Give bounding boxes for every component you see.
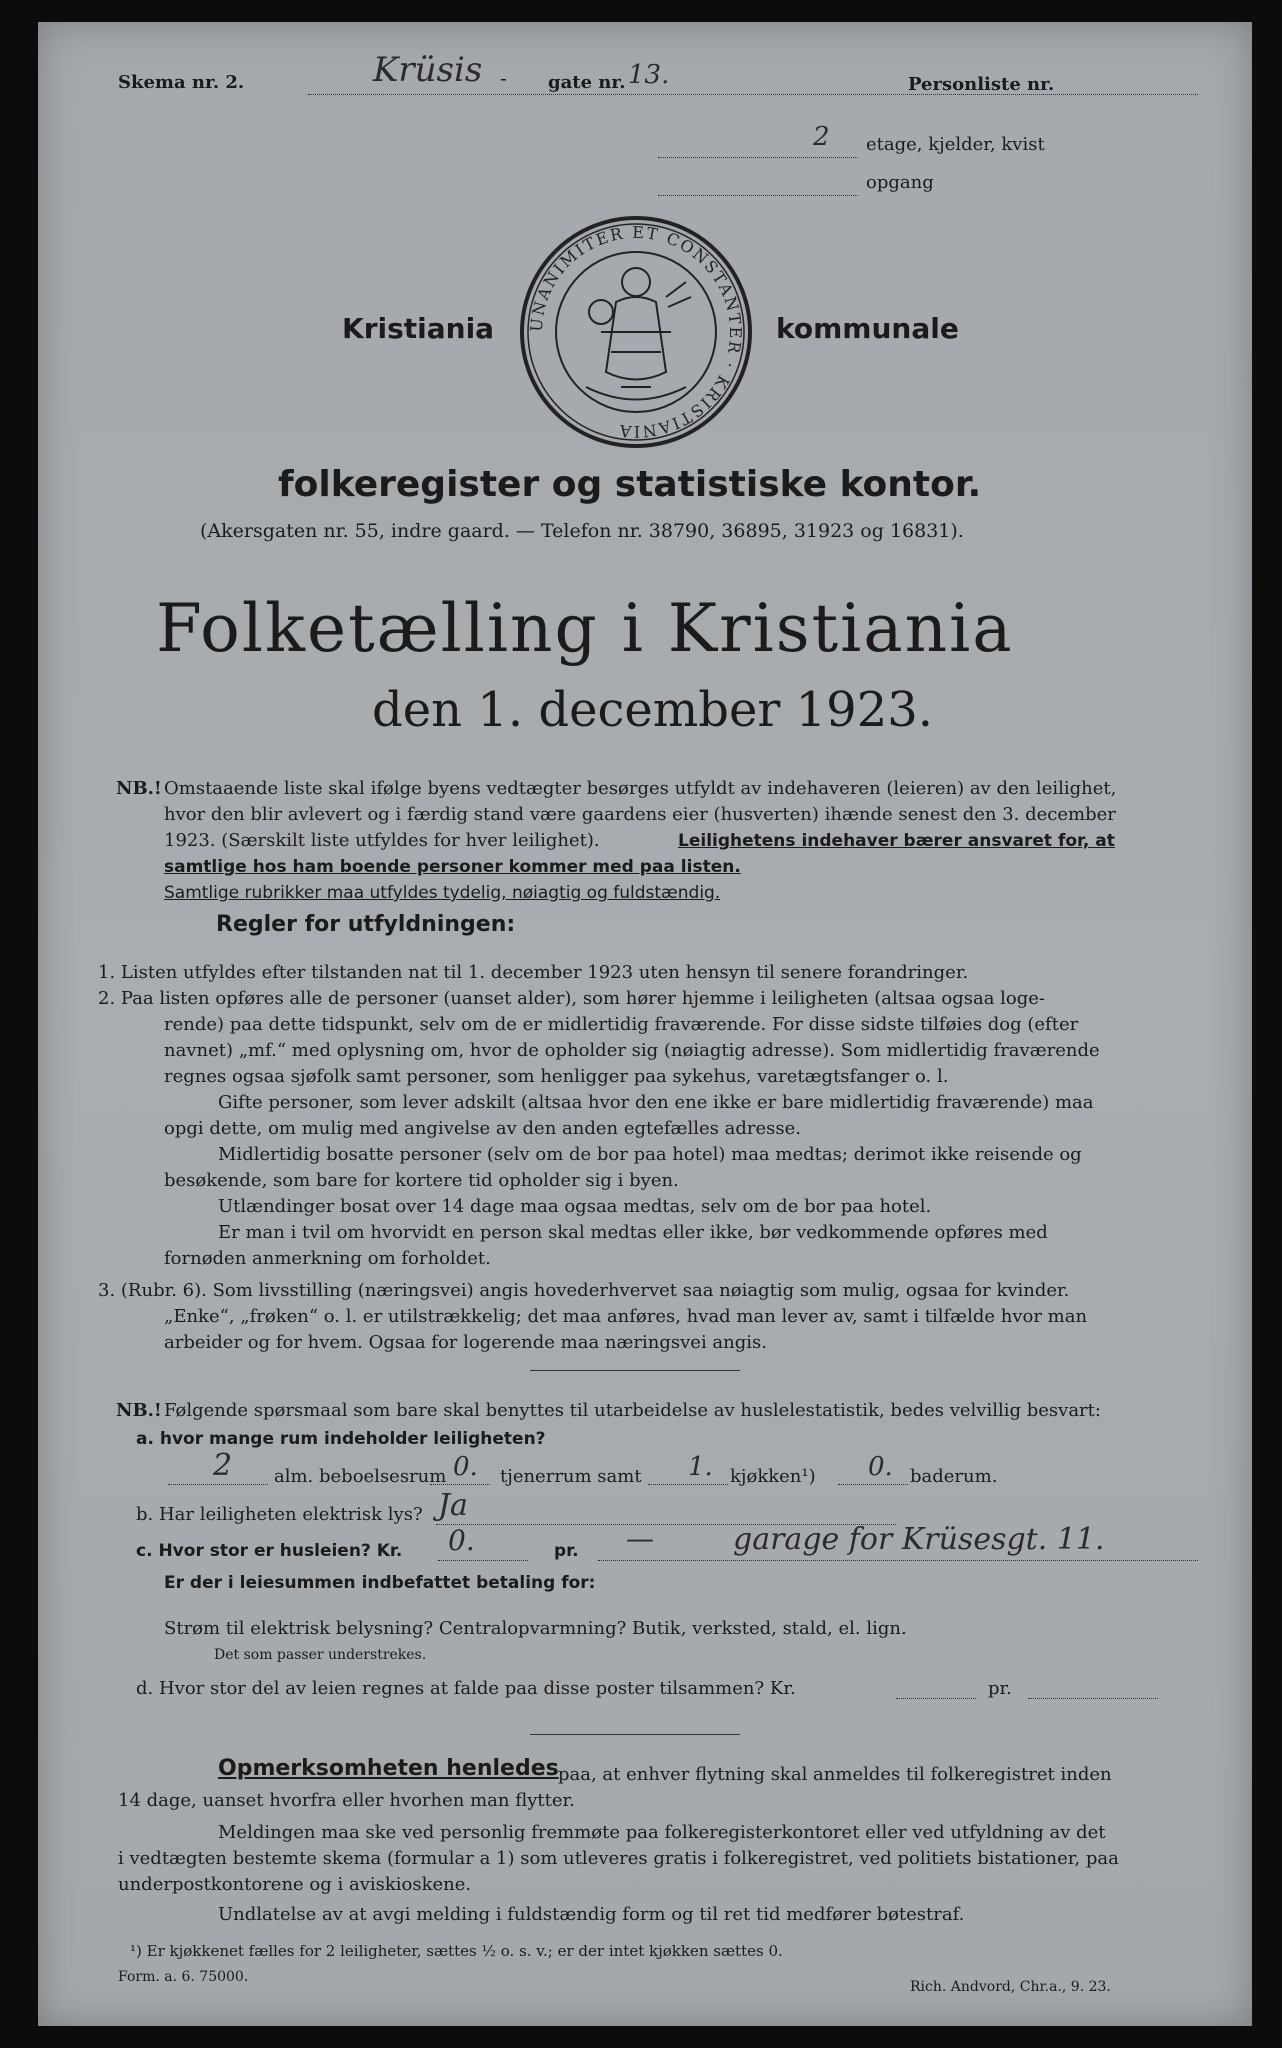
nb1-line-1: Omstaaende liste skal ifølge byens vedtægter besørges utfyldt av indehaveren (leieren) av den leilighet, <box>164 778 1117 799</box>
office-address: (Akersgaten nr. 55, indre gaard. — Telefon nr. 38790, 36895, 31923 og 16831). <box>200 520 964 542</box>
opgang-label: opgang <box>866 172 934 193</box>
notice-line-6: Undlatelse av at avgi melding i fuldstændig form og til ret tid medfører bøtestraf. <box>218 1904 965 1925</box>
divider <box>530 1370 740 1371</box>
footnote: ¹) Er kjøkkenet fælles for 2 leiligheter, sættes ½ o. s. v.; er der intet kjøkken sættes 0. <box>130 1942 783 1960</box>
office-title: folkeregister og statistiske kontor. <box>278 464 982 505</box>
rule-line: 3. (Rubr. 6). Som livsstilling (næringsvei) angis hovederhvervet saa nøiagtig som mulig, ogsaa for kvinder. <box>98 1280 1070 1301</box>
rule-line: regnes ogsaa sjøfolk samt personer, som henligger paa sykehus, varetægtsfanger o. l. <box>164 1066 949 1087</box>
floor-handwritten: 2 <box>813 122 830 152</box>
nb1-line-2: hvor den blir avlevert og i færdig stand være gaardens eier (husverten) ihænde senest den 3. december <box>164 804 1116 825</box>
a-line3 <box>648 1484 728 1485</box>
date-title: den 1. december 1923. <box>372 682 934 738</box>
personliste-label: Personliste nr. <box>908 74 1055 95</box>
floor-line <box>658 157 858 158</box>
form-number: Form. a. 6. 75000. <box>118 1969 249 1985</box>
gate-number-handwritten: 13. <box>628 60 670 90</box>
rules-heading: Regler for utfyldningen: <box>216 912 516 937</box>
c-pr: pr. <box>554 1541 579 1561</box>
notice-line-2: 14 dage, uanset hvorfra eller hvorhen man flytter. <box>118 1790 575 1811</box>
rule-line: Midlertidig bosatte personer (selv om de bor paa hotel) maa medtas; derimot ikke reisende og <box>218 1144 1082 1165</box>
c-options: Strøm til elektrisk belysning? Centralopvarmning? Butik, verksted, stald, el. lign. <box>164 1618 907 1639</box>
a-text-1: alm. beboelsesrum <box>274 1466 447 1487</box>
rule-line: Gifte personer, som lever adskilt (altsaa hvor den ene ikke er bare midlertidig fraværende) maa <box>218 1092 1094 1113</box>
rule-line: fornøden anmerkning om forholdet. <box>164 1248 491 1269</box>
b-answer-hw: Ja <box>438 1488 468 1523</box>
rule-line: Er man i tvil om hvorvidt en person skal medtas eller ikke, bør vedkommende opføres med <box>218 1222 1048 1243</box>
rule-line: Utlændinger bosat over 14 dage maa ogsaa medtas, selv om de bor paa hotel. <box>218 1196 932 1217</box>
census-form-sheet <box>38 22 1252 2026</box>
nb1-line-4: samtlige hos ham boende personer kommer med paa listen. <box>164 857 741 877</box>
a-line1 <box>168 1484 268 1485</box>
nb2-intro: Følgende spørsmaal som bare skal benyttes til utarbeidelse av huslelestatistik, bedes velvillig besvart: <box>164 1400 1101 1421</box>
c-note: Det som passer understrekes. <box>214 1647 427 1663</box>
c-period-hw: — <box>626 1522 654 1555</box>
nb1-line-3b: Leilighetens indehaver bærer ansvaret for, at <box>678 831 1115 851</box>
question-a: a. hvor mange rum indeholder leiligheten? <box>136 1429 546 1449</box>
rule-line: navnet) „mf.“ med oplysning om, hvor de opholder sig (nøiagtig adresse). Som midlertidig fraværende <box>164 1040 1100 1061</box>
question-b: b. Har leiligheten elektrisk lys? <box>136 1504 423 1525</box>
d-line2 <box>1028 1698 1158 1699</box>
main-title: Folketælling i Kristiania <box>156 590 1014 667</box>
floor-label: etage, kjelder, kvist <box>866 134 1045 155</box>
seal-icon <box>516 212 756 452</box>
a-text-2: tjenerrum samt <box>500 1466 642 1487</box>
a-text-4: baderum. <box>910 1466 998 1487</box>
nb2-label: NB.! <box>116 1400 162 1421</box>
question-d: d. Hvor stor del av leien regnes at falde paa disse poster tilsammen? Kr. <box>136 1678 796 1699</box>
rule-line: rende) paa dette tidspunkt, selv om de er midlertidig fraværende. For disse sidste tilføies dog (efter <box>164 1014 1079 1035</box>
d-pr: pr. <box>988 1678 1012 1699</box>
a-servant-hw: 0. <box>453 1452 478 1482</box>
c-line1 <box>438 1560 528 1561</box>
a-line4 <box>838 1484 908 1485</box>
d-line1 <box>896 1698 976 1699</box>
c-line2 <box>598 1560 1198 1561</box>
printer: Rich. Andvord, Chr.a., 9. 23. <box>910 1979 1111 1995</box>
rule-line: besøkende, som bare for kortere tid opholder sig i byen. <box>164 1170 679 1191</box>
notice-line-3: Meldingen maa ske ved personlig fremmøte paa folkeregisterkontoret eller ved utfyldning av det <box>218 1822 1106 1843</box>
rule-line: „Enke“, „frøken“ o. l. er utilstrækkelig; det maa anføres, hvad man lever av, samt i tilfælde hvor man <box>164 1306 1088 1327</box>
c-rent-hw: 0. <box>448 1524 475 1557</box>
rule-line: 2. Paa listen opføres alle de personer (uanset alder), som hører hjemme i leiligheten (altsaa ogsaa loge- <box>98 988 1046 1009</box>
a-text-3: kjøkken¹) <box>730 1466 816 1487</box>
question-c: c. Hvor stor er husleien? Kr. <box>136 1541 403 1561</box>
notice-line-1: paa, at enhver flytning skal anmeldes til folkeregistret inden <box>558 1764 1112 1785</box>
svg-text:UNANIMITER ET CONSTANTER · KRI: UNANIMITER ET CONSTANTER · KRISTIANIA <box>526 222 746 442</box>
notice-line-5: underpostkontorene og i aviskioskene. <box>118 1874 472 1895</box>
gate-label: gate nr. <box>548 72 626 93</box>
opgang-line <box>658 195 858 196</box>
rule-line: arbeider og for hvem. Ogsaa for logerende maa næringsvei angis. <box>164 1332 767 1353</box>
divider-2 <box>530 1734 740 1735</box>
office-left-word: Kristiania <box>342 312 495 345</box>
rule-line: 1. Listen utfyldes efter tilstanden nat til 1. december 1923 uten hensyn til senere forandringer. <box>98 962 969 983</box>
nb1-label: NB.! <box>116 778 162 799</box>
c-sub: Er der i leiesummen indbefattet betaling for: <box>164 1573 596 1593</box>
rule-line: opgi dette, om mulig med angivelse av den anden egtefælles adresse. <box>164 1118 801 1139</box>
notice-line-4: i vedtægten bestemte skema (formular a 1) som utleveres gratis i folkeregistret, ved politiets bistationer, paa <box>118 1848 1119 1869</box>
a-bath-hw: 0. <box>868 1452 893 1482</box>
a-kitchen-hw: 1. <box>688 1452 713 1482</box>
street-handwritten: Krüsis <box>373 50 483 90</box>
a-line2 <box>430 1484 490 1485</box>
dash: - <box>500 66 507 90</box>
office-right-word: kommunale <box>776 312 959 345</box>
city-seal <box>516 212 756 452</box>
nb1-line-3a: 1923. (Særskilt liste utfyldes for hver leilighet). <box>164 830 600 851</box>
c-note-hw: garage for Krüsesgt. 11. <box>733 1522 1105 1557</box>
notice-head: Opmerksomheten henledes <box>218 1756 559 1781</box>
schema-number: Skema nr. 2. <box>118 72 245 93</box>
header-dotted-line <box>308 94 1198 95</box>
nb1-line-5: Samtlige rubrikker maa utfyldes tydelig, nøiagtig og fuldstændig. <box>164 883 721 903</box>
a-rooms-hw: 2 <box>213 1448 233 1483</box>
